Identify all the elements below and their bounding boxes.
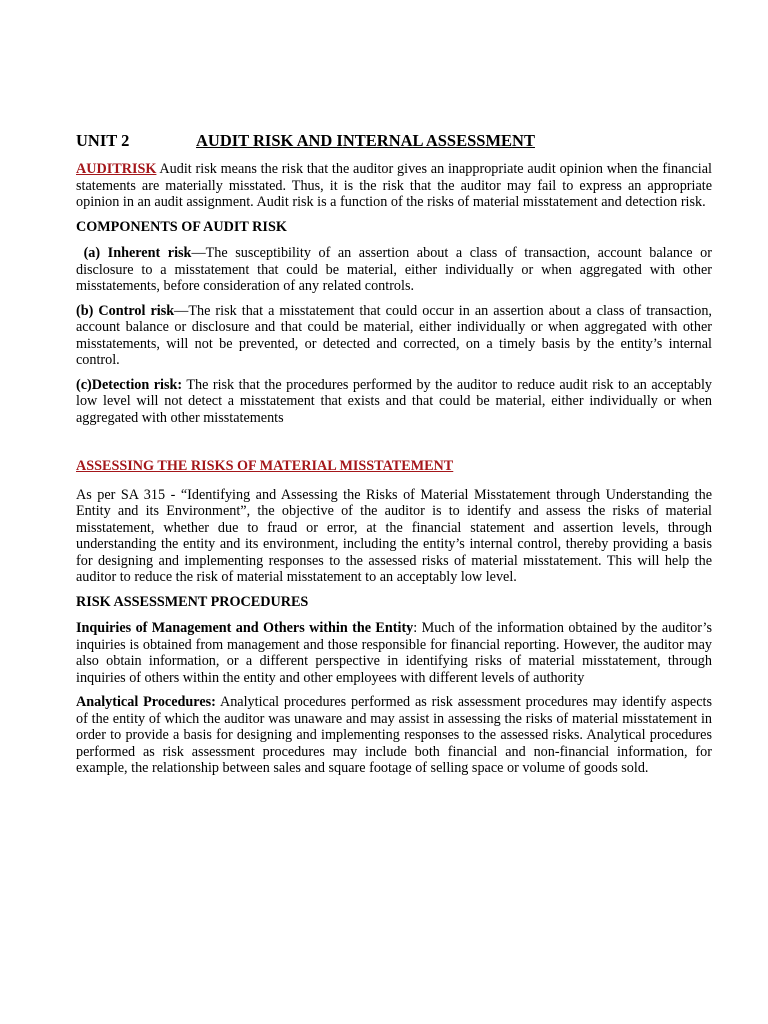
audit-risk-label: AUDITRISK xyxy=(76,161,157,177)
detection-risk-text: The risk that the procedures performed by the auditor to reduce audit risk to an acceptably low level will not detect a misstatement that exists and that could be material, either individually or when aggregated with other misstatements xyxy=(76,376,712,426)
unit-number: UNIT 2 xyxy=(76,131,130,150)
inherent-risk-paragraph xyxy=(76,245,712,295)
audit-risk-text: Audit risk means the risk that the auditor gives an inappropriate audit opinion when the financial statements are materially misstated. Thus, it is the risk that the auditor may fail to express an appropriate opinion in an audit assignment. Audit risk is a function of the risks of material misstatement and detection risk. xyxy=(76,161,712,210)
inquiries-paragraph xyxy=(76,620,712,686)
analytical-paragraph xyxy=(76,694,712,777)
inherent-risk-term: (a) Inherent risk xyxy=(83,245,192,261)
components-heading: COMPONENTS OF AUDIT RISK xyxy=(76,218,287,235)
analytical-term: Analytical Procedures: xyxy=(76,694,216,710)
section-spacer xyxy=(76,434,712,458)
procedures-heading: RISK ASSESSMENT PROCEDURES xyxy=(76,593,309,610)
control-risk-term: (b) Control risk xyxy=(76,302,175,319)
inquiries-term: Inquiries of Management and Others within the Entity xyxy=(76,620,414,636)
detection-risk-paragraph xyxy=(76,377,712,427)
control-risk-text: —The risk that a misstatement that could occur in an assertion about a class of transaction, account balance or disclosure and that could be material, either individually or when aggregated with other misstatements, will not be prevented, or detected and corrected, on a timely basis by the entity’s internal control. xyxy=(76,302,712,368)
control-risk-paragraph xyxy=(76,303,712,369)
inherent-risk-text: —The susceptibility of an assertion about a class of transaction, account balance or disclosure to a misstatement that could be material, either individually or when aggregated with other misstatements, before consideration of any related controls. xyxy=(76,245,712,294)
unit-title: AUDIT RISK AND INTERNAL ASSESSMENT xyxy=(196,131,535,150)
analytical-text: Analytical procedures performed as risk assessment procedures may identify aspects of the entity of which the auditor was unaware and may assist in assessing the risks of material misstatement in order to provide a basis for designing and implementing responses to the assessed risks. Analytical procedures performed as risk assessment procedures may include both financial and non-financial information, for example, the relationship between sales and square footage of selling space or volume of goods sold. xyxy=(76,694,712,776)
detection-risk-term: (c)Detection risk: xyxy=(76,376,183,393)
inquiries-text: : Much of the information obtained by the auditor’s inquiries is obtained from management and those responsible for financial reporting. However, the auditor may also obtain information, or a different perspective in identifying risks of material misstatement, through inquiries of others within the entity and other employees with different levels of authority xyxy=(76,620,712,686)
assessing-heading: ASSESSING THE RISKS OF MATERIAL MISSTATEMENT xyxy=(76,458,454,474)
audit-risk-paragraph xyxy=(76,161,712,211)
assessing-paragraph: As per SA 315 - “Identifying and Assessing the Risks of Material Misstatement through Understanding the Entity and its Environment”, the objective of the auditor is to identify and assess the risks of material misstatement, whether due to fraud or error, at the financial statement and assertion levels, through understanding the entity and its environment, including the entity’s internal control, thereby providing a basis for designing and implementing responses to the assessed risks of material misstatement. This will help the auditor to reduce the risk of material misstatement to an acceptably low level. xyxy=(76,486,712,585)
unit-heading xyxy=(76,131,712,151)
